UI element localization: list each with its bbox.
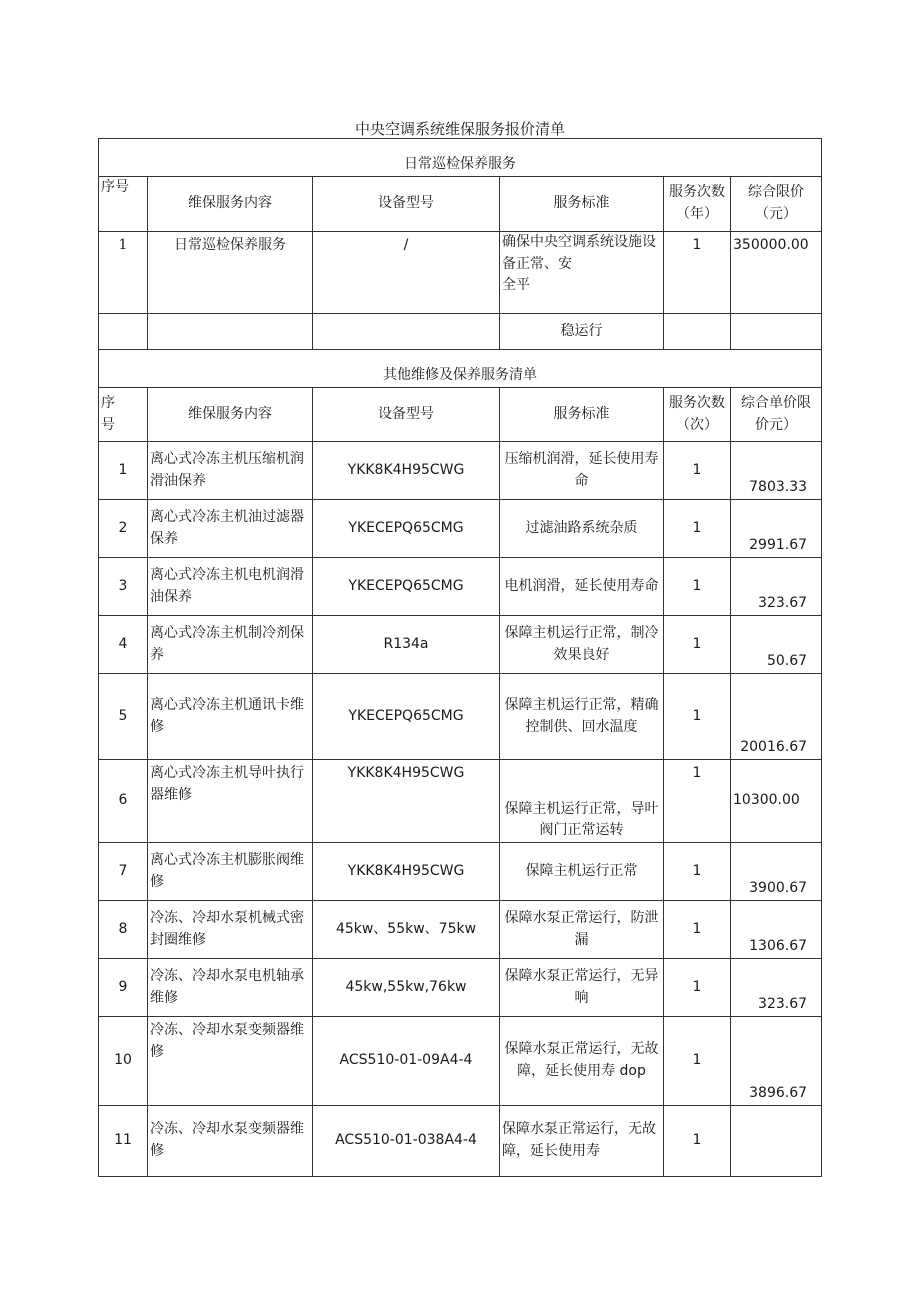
cell-model: ACS510-01-038A4-4	[313, 1106, 500, 1177]
row-price: 350000.00	[731, 232, 822, 314]
cell-content: 冷冻、冷却水泵电机轴承维修	[148, 959, 313, 1017]
cell-no: 8	[99, 901, 148, 959]
cell-standard: 保障主机运行正常，导叶阀门正常运转	[500, 760, 664, 843]
cell-price	[731, 1106, 822, 1177]
header2-standard: 服务标准	[500, 388, 664, 442]
cell-no: 6	[99, 760, 148, 843]
cell-price: 2991.67	[731, 500, 822, 558]
cell-model: ACS510-01-09A4-4	[313, 1017, 500, 1106]
cell-no: 11	[99, 1106, 148, 1177]
table-row	[99, 1017, 822, 1106]
header-content: 维保服务内容	[148, 177, 313, 232]
header-price-line2: （元）	[755, 206, 798, 222]
cell-count: 1	[664, 959, 731, 1017]
header2-model: 设备型号	[313, 388, 500, 442]
section2-heading: 其他维修及保养服务清单	[99, 350, 822, 388]
cell-no: 5	[99, 674, 148, 760]
section1-header-row	[99, 177, 822, 232]
cell-price: 3900.67	[731, 843, 822, 901]
cell-standard: 保障主机运行正常，制冷效果良好	[500, 616, 664, 674]
cell-standard: 保障水泵正常运行，防泄漏	[500, 901, 664, 959]
cell-price: 10300.00	[731, 760, 822, 843]
cell-no: 1	[99, 442, 148, 500]
cell-count: 1	[664, 1106, 731, 1177]
cell-model: YKK8K4H95CWG	[313, 843, 500, 901]
header2-price	[731, 388, 822, 442]
header2-no-line2: 号	[101, 416, 115, 433]
section1-heading-row	[99, 139, 822, 177]
cell-count: 1	[664, 500, 731, 558]
cell-count: 1	[664, 760, 731, 843]
section1-continuation-row	[99, 314, 822, 350]
cell-standard: 保障主机运行正常	[500, 843, 664, 901]
row-count: 1	[664, 232, 731, 314]
cell-content: 离心式冷冻主机制冷剂保养	[148, 616, 313, 674]
header-count	[664, 177, 731, 232]
cell-content: 冷冻、冷却水泵机械式密封圈维修	[148, 901, 313, 959]
cell-count: 1	[664, 1017, 731, 1106]
row-no: 1	[99, 232, 148, 314]
header-model: 设备型号	[313, 177, 500, 232]
table-row	[99, 674, 822, 760]
continuation-text: 稳运行	[500, 314, 664, 350]
cell-model: YKK8K4H95CWG	[313, 760, 500, 843]
row-standard	[500, 232, 664, 314]
cell-count: 1	[664, 843, 731, 901]
section1-row	[99, 232, 822, 314]
cell-no: 7	[99, 843, 148, 901]
table-row	[99, 959, 822, 1017]
cell-model: R134a	[313, 616, 500, 674]
cell-content: 离心式冷冻主机导叶执行器维修	[148, 760, 313, 843]
cell-no: 9	[99, 959, 148, 1017]
cell-count: 1	[664, 558, 731, 616]
row-standard-line1: 确保中央空调系统设施设备正常、安	[502, 234, 656, 272]
cell-price: 323.67	[731, 959, 822, 1017]
section2-heading-row	[99, 350, 822, 388]
header2-no-line1: 序	[101, 394, 115, 411]
cell-content: 离心式冷冻主机电机润滑油保养	[148, 558, 313, 616]
cell-model: YKK8K4H95CWG	[313, 442, 500, 500]
cell-count: 1	[664, 442, 731, 500]
section1-heading: 日常巡检保养服务	[99, 139, 822, 177]
cell-model: YKECEPQ65CMG	[313, 558, 500, 616]
header2-count-line2: （次）	[676, 416, 718, 433]
header2-content: 维保服务内容	[148, 388, 313, 442]
cell-standard: 保障水泵正常运行，无异响	[500, 959, 664, 1017]
header-count-line1: 服务次数	[669, 184, 725, 201]
header2-count-line1: 服务次数	[669, 394, 725, 411]
cell-content: 冷冻、冷却水泵变频器维修	[148, 1017, 313, 1106]
table-row	[99, 760, 822, 843]
cell-price: 3896.67	[731, 1017, 822, 1106]
cell-count: 1	[664, 901, 731, 959]
row-content: 日常巡检保养服务	[148, 232, 313, 314]
header-price-line1: 综合限价	[748, 184, 805, 201]
row-standard-line2: 全平	[502, 277, 530, 294]
header-standard: 服务标准	[500, 177, 664, 232]
header2-price-line1: 综合单价限	[741, 394, 812, 411]
header-price	[731, 177, 822, 232]
table-row	[99, 843, 822, 901]
cell-standard: 压缩机润滑，延长使用寿命	[500, 442, 664, 500]
table-row	[99, 901, 822, 959]
row-model: /	[313, 232, 500, 314]
cell-count: 1	[664, 616, 731, 674]
cell-no: 3	[99, 558, 148, 616]
cell-model: 45kw、55kw、75kw	[313, 901, 500, 959]
cell-model: YKECEPQ65CMG	[313, 674, 500, 760]
cell-no: 2	[99, 500, 148, 558]
cell-content: 离心式冷冻主机通讯卡维修	[148, 674, 313, 760]
table-row	[99, 616, 822, 674]
header2-no	[99, 388, 148, 442]
header-no: 序号	[99, 177, 148, 232]
price-list-table	[98, 138, 822, 1177]
cell-price: 7803.33	[731, 442, 822, 500]
header2-count	[664, 388, 731, 442]
cell-standard: 保障主机运行正常，精确控制供、回水温度	[500, 674, 664, 760]
cell-price: 323.67	[731, 558, 822, 616]
cell-model: 45kw,55kw,76kw	[313, 959, 500, 1017]
cell-content: 离心式冷冻主机压缩机润滑油保养	[148, 442, 313, 500]
cell-content: 离心式冷冻主机油过滤器保养	[148, 500, 313, 558]
document-title: 中央空调系统维保服务报价清单	[354, 120, 565, 138]
cell-standard: 保障水泵正常运行，无故障，延长使用寿 dop	[500, 1017, 664, 1106]
header-count-line2: （年）	[676, 206, 718, 222]
header2-price-line2: 价元）	[755, 416, 798, 433]
cell-content: 冷冻、冷却水泵变频器维修	[148, 1106, 313, 1177]
table-row	[99, 1106, 822, 1177]
cell-count: 1	[664, 674, 731, 760]
section2-header-row	[99, 388, 822, 442]
table-row	[99, 442, 822, 500]
cell-price: 50.67	[731, 616, 822, 674]
cell-standard: 电机润滑，延长使用寿命	[500, 558, 664, 616]
cell-no: 4	[99, 616, 148, 674]
cell-no: 10	[99, 1017, 148, 1106]
cell-price: 1306.67	[731, 901, 822, 959]
table-row	[99, 500, 822, 558]
cell-model: YKECEPQ65CMG	[313, 500, 500, 558]
table-row	[99, 558, 822, 616]
cell-standard: 保障水泵正常运行，无故障，延长使用寿	[500, 1106, 664, 1177]
cell-content: 离心式冷冻主机膨胀阀维修	[148, 843, 313, 901]
cell-price: 20016.67	[731, 674, 822, 760]
cell-standard: 过滤油路系统杂质	[500, 500, 664, 558]
